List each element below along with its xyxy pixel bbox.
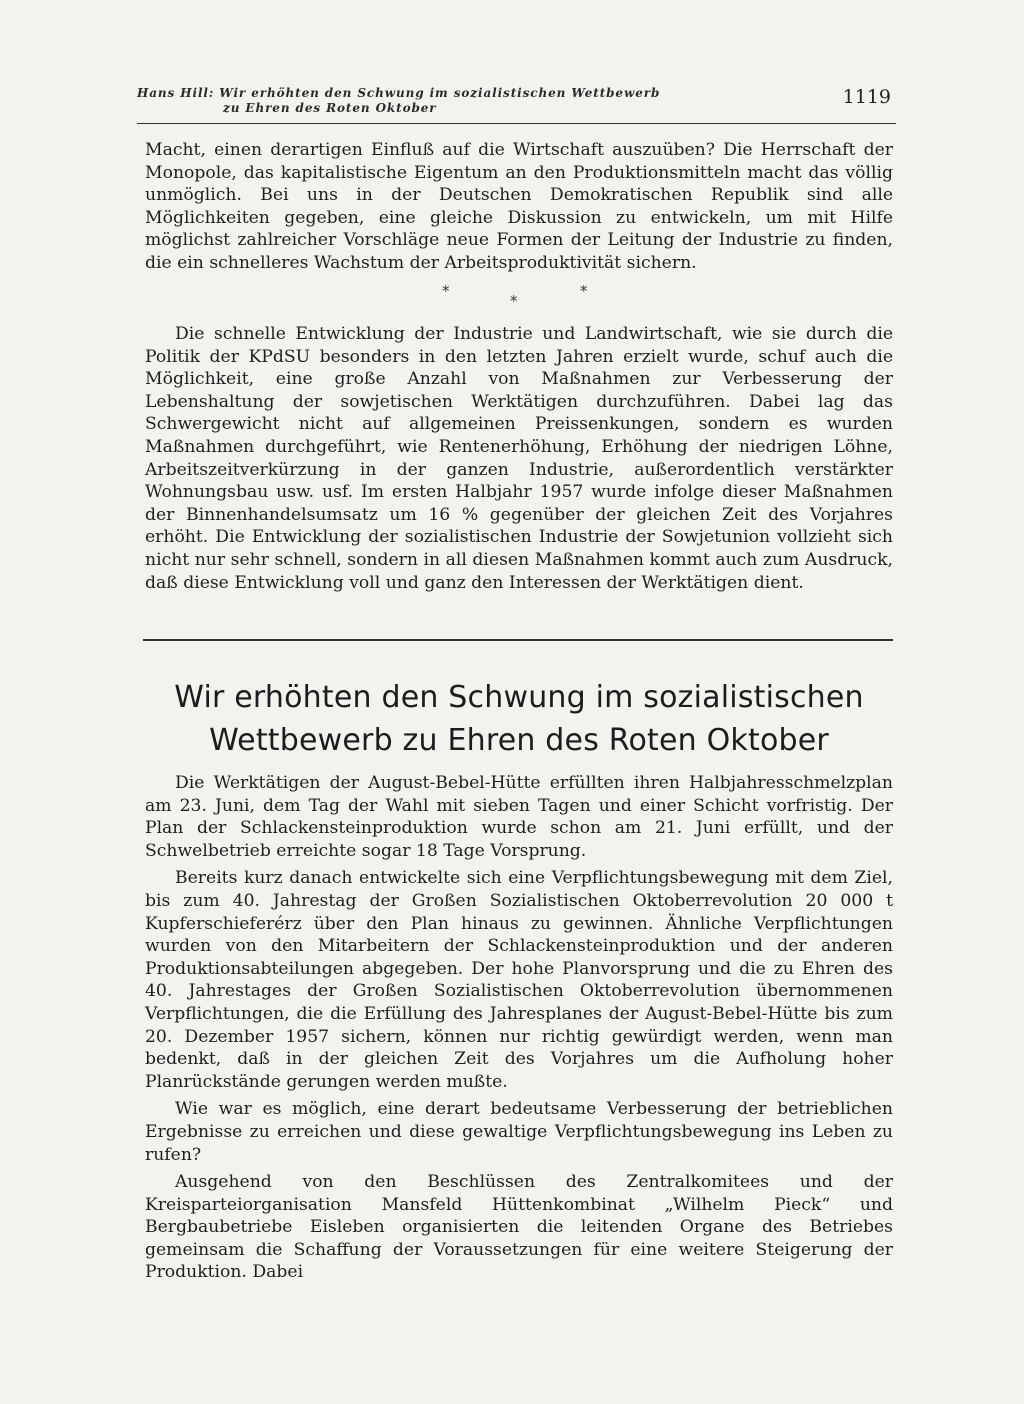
asterisk: * (442, 282, 450, 300)
page-number: 1119 (842, 86, 891, 108)
paragraph: Macht, einen derartigen Einfluß auf die Wirtschaft auszuüben? Die Herrschaft der Monopole, das kapitalistische Eigentum an den Produktionsmitteln macht das völlig unmöglich. Bei uns in der Deutschen Demokratischen Republik sind alle Möglichkeiten gegeben, eine gleiche Diskussion zu entwickeln, um mit Hilfe möglichst zahlreicher Vorschläge neue Formen der Leitung der Industrie zu finden, die ein schnelleres Wachstum der Arbeitsproduktivität sichern. (145, 140, 893, 273)
paragraph: Die schnelle Entwicklung der Industrie und Landwirtschaft, wie sie durch die Politik der KPdSU besonders in den letzten Jahren erzielt wurde, schuf auch die Möglichkeit, eine große Anzahl von Maßnahmen zur Verbesserung der Lebenshaltung der sowjetischen Werktätigen durchzuführen. Dabei lag das Schwergewicht nicht auf allgemeinen Preissenkungen, sondern es wurden Maßnahmen durchgeführt, wie Rentenerhöhung, Erhöhung der niedrigen Löhne, Arbeitszeitverkürzung in der ganzen Industrie, außerordentlich verstärkter Wohnungsbau usw. usf. Im ersten Halbjahr 1957 wurde infolge dieser Maßnahmen der Binnenhandelsumsatz um 16 % gegenüber der gleichen Zeit des Vorjahres erhöht. Die Entwicklung der sozialistischen Industrie der Sowjetunion vollzieht sich nicht nur sehr schnell, sondern in all diesen Maßnahmen kommt auch zum Ausdruck, daß diese Entwicklung voll und ganz den Interessen der Werktätigen dient. (145, 324, 893, 593)
paragraph: Ausgehend von den Beschlüssen des Zentralkomitees und der Kreisparteiorganisation Mansfeld Hüttenkombinat „Wilhelm Pieck“ und Bergbaubetriebe Eisleben organisierten die leitenden Organe des Betriebes gemeinsam die Schaffung der Voraussetzungen für eine weitere Steigerung der Produktion. Dabei (145, 1172, 893, 1283)
section-text (145, 323, 893, 594)
continued-text (145, 139, 893, 275)
article-divider (143, 639, 893, 641)
article-body (145, 772, 893, 1289)
running-head-title: Hans Hill: Wir erhöhten den Schwung im sozialistischen Wettbewerb (137, 86, 661, 100)
header-rule (137, 123, 896, 124)
paragraph: Die Werktätigen der August-Bebel-Hütte erfüllten ihren Halbjahresschmelzplan am 23. Juni, dem Tag der Wahl mit sieben Tagen und einer Schicht vorfristig. Der Plan der Schlackensteinproduktion wurde schon am 21. Juni erfüllt, und der Schwelbetrieb erreichte sogar 18 Tage Vorsprung. (145, 773, 893, 861)
running-head-subtitle: zu Ehren des Roten Oktober (223, 101, 437, 115)
paragraph: Wie war es möglich, eine derart bedeutsame Verbesserung der betrieblichen Ergebnisse zu erreichen und diese gewaltige Verpflichtungsbewegung ins Leben zu rufen? (145, 1099, 893, 1165)
article-headline-line-2: Wettbewerb zu Ehren des Roten Oktober (209, 723, 829, 758)
paragraph: Bereits kurz danach entwickelte sich eine Verpflichtungsbewegung mit dem Ziel, bis zum 40. Jahrestag der Großen Sozialistischen Oktoberrevolution 20 000 t Kupferschieferérz über den Plan hinaus zu gewinnen. Ähnliche Verpflichtungen wurden von den Mitarbeitern der Schlackensteinproduktion und der anderen Produktionsabteilungen abgegeben. Der hohe Planvorsprung und die zu Ehren des 40. Jahrestages der Großen Sozialistischen Oktoberrevolution übernommenen Verpflichtungen, die die Erfüllung des Jahresplanes der August-Bebel-Hütte bis zum 20. Dezember 1957 sichern, können nur richtig gewürdigt werden, wenn man bedenkt, daß in der gleichen Zeit des Vorjahres um die Aufholung hoher Planrückstände gerungen werden mußte. (145, 868, 893, 1092)
asterisk: * (580, 282, 588, 300)
running-head (137, 86, 897, 124)
asterisk: * (510, 292, 518, 310)
article-headline-line-1: Wir erhöhten den Schwung im sozialistischen (174, 680, 864, 715)
section-separator (0, 282, 1024, 310)
